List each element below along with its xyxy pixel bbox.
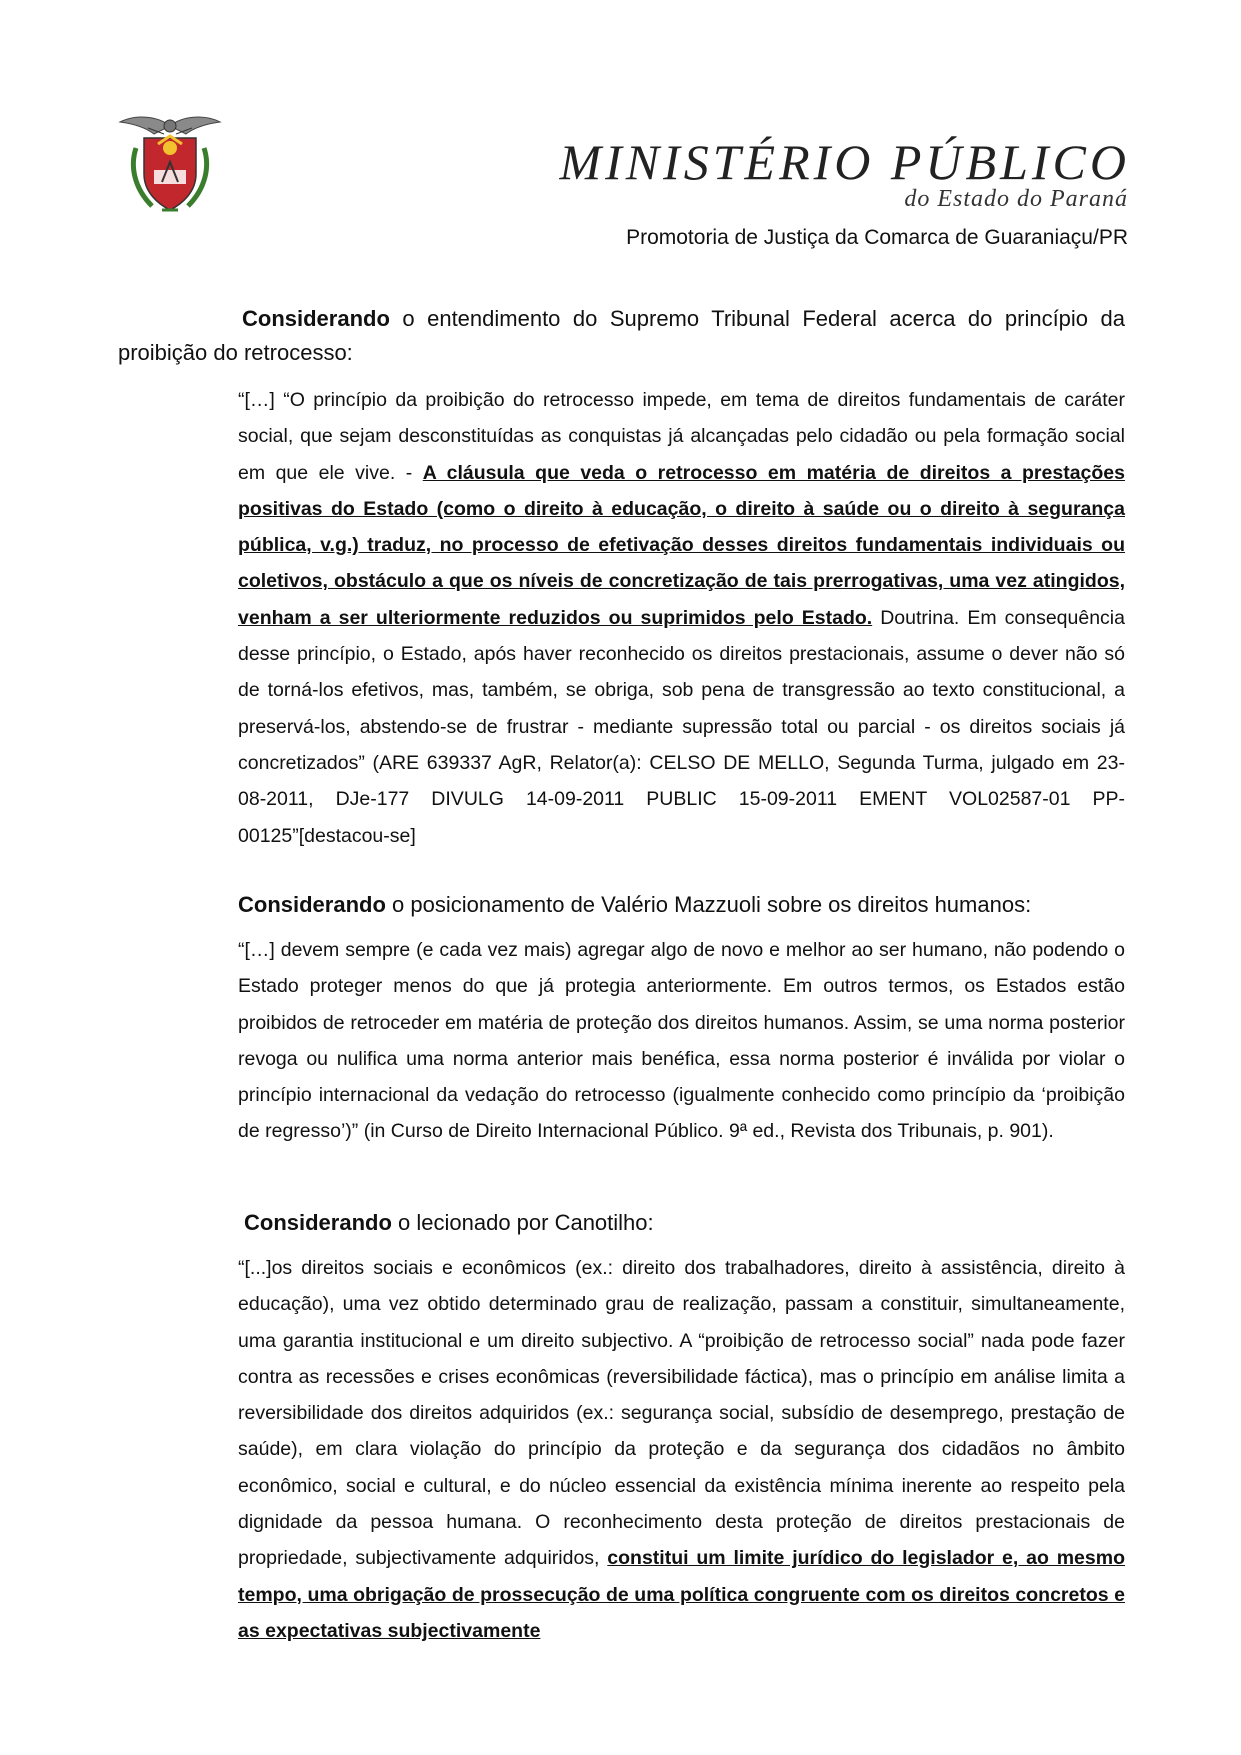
section2-lead xyxy=(238,888,1125,922)
letterhead xyxy=(118,112,1128,262)
section3-lead-bold: Considerando xyxy=(244,1210,392,1235)
section3-lead xyxy=(244,1206,1125,1240)
section3-quote-before: “[...]os direitos sociais e econômicos (ex.: direito dos trabalhadores, direito à assistência, direito à educação), uma vez obtido determinado grau de realização, passam a constituir, simultaneamente, uma garantia institucional e um direito subjectivo. A “proibição de retrocesso social” nada pode fazer contra as recessões e crises econômicas (reversibilidade fáctica), mas o princípio em análise limita a reversibilidade dos direitos adquiridos (ex.: segurança social, subsídio de desemprego, prestação de saúde), em clara violação do princípio da proteção e da segurança dos cidadãos no âmbito econômico, social e cultural, e do núcleo essencial da existência mínima inerente ao respeito pela dignidade da pessoa humana. O reconhecimento desta proteção de direitos prestacionais de propriedade, subjectivamente adquiridos, xyxy=(238,1257,1125,1570)
parana-coat-of-arms-icon xyxy=(118,112,222,216)
section1-lead xyxy=(118,302,1125,370)
section3-quote-highlight: constitui um limite jurídico do legislador e, ao mesmo tempo, uma obrigação de prossecução de uma política congruente com os direitos concretos e as expectativas subjectivamente xyxy=(238,1547,1126,1642)
section1-quote xyxy=(238,382,1125,854)
section1-quote-highlight: A cláusula que veda o retrocesso em matéria de direitos a prestações positivas do Estado (como o direito à educação, o direito à saúde ou o direito à segurança pública, v.g.) traduz, no processo de efetivação desses direitos fundamentais individuais ou coletivos, obstáculo a que os níveis de concretização de tais prerrogativas, uma vez atingidos, venham a ser ulteriormente reduzidos ou suprimidos pelo Estado. xyxy=(238,461,1125,629)
section2-lead-bold: Considerando xyxy=(238,892,386,917)
section3-lead-text: o lecionado por Canotilho: xyxy=(391,1210,654,1235)
section1-quote-after: Doutrina. Em consequência desse princípio, o Estado, após haver reconhecido os direitos prestacionais, assume o dever não só de torná-los efetivos, mas, também, se obriga, sob pena de transgressão ao texto constitucional, a preservá-los, abstendo-se de frustrar - mediante supressão total ou parcial - os direitos sociais já concretizados” (ARE 639337 AgR, Relator(a): CELSO DE MELLO, Segunda Turma, julgado em 23-08-2011, DJe-177 DIVULG 14-09-2011 PUBLIC 15-09-2011 EMENT VOL02587-01 PP-00125”[destacou-se] xyxy=(238,606,1125,847)
section1-quote-before: “[…] “O princípio da proibição do retrocesso impede, em tema de direitos fundamentais de caráter social, que sejam desconstituídas as conquistas já alcançadas pelo cidadão ou pela formação social em que ele vive. - xyxy=(238,389,1125,484)
section2-lead-text: o posicionamento de Valério Mazzuoli sobre os direitos humanos: xyxy=(385,892,1032,917)
section2-quote: “[…] devem sempre (e cada vez mais) agregar algo de novo e melhor ao ser humano, não podendo o Estado proteger menos do que já protegia anteriormente. Em outros termos, os Estados estão proibidos de retroceder em matéria de proteção dos direitos humanos. Assim, se uma norma posterior revoga ou nulifica uma norma anterior mais benéfica, essa norma posterior é inválida por violar o princípio internacional da vedação do retrocesso (igualmente conhecido como princípio da ‘proibição de regresso’)” (in Curso de Direito Internacional Público. 9ª ed., Revista dos Tribunais, p. 901). xyxy=(238,939,1125,1143)
masthead-title: MINISTÉRIO PÚBLICO xyxy=(559,134,1130,190)
section1-lead-text: o entendimento do Supremo Tribunal Federal acerca do princípio da proibição do retrocesso: xyxy=(118,306,1125,365)
office-name: Promotoria de Justiça da Comarca de Guaraniaçu/PR xyxy=(626,226,1128,249)
section3-quote xyxy=(238,1250,1125,1649)
section1-lead-bold: Considerando xyxy=(242,306,390,331)
masthead-subtitle: do Estado do Paraná xyxy=(904,186,1128,212)
